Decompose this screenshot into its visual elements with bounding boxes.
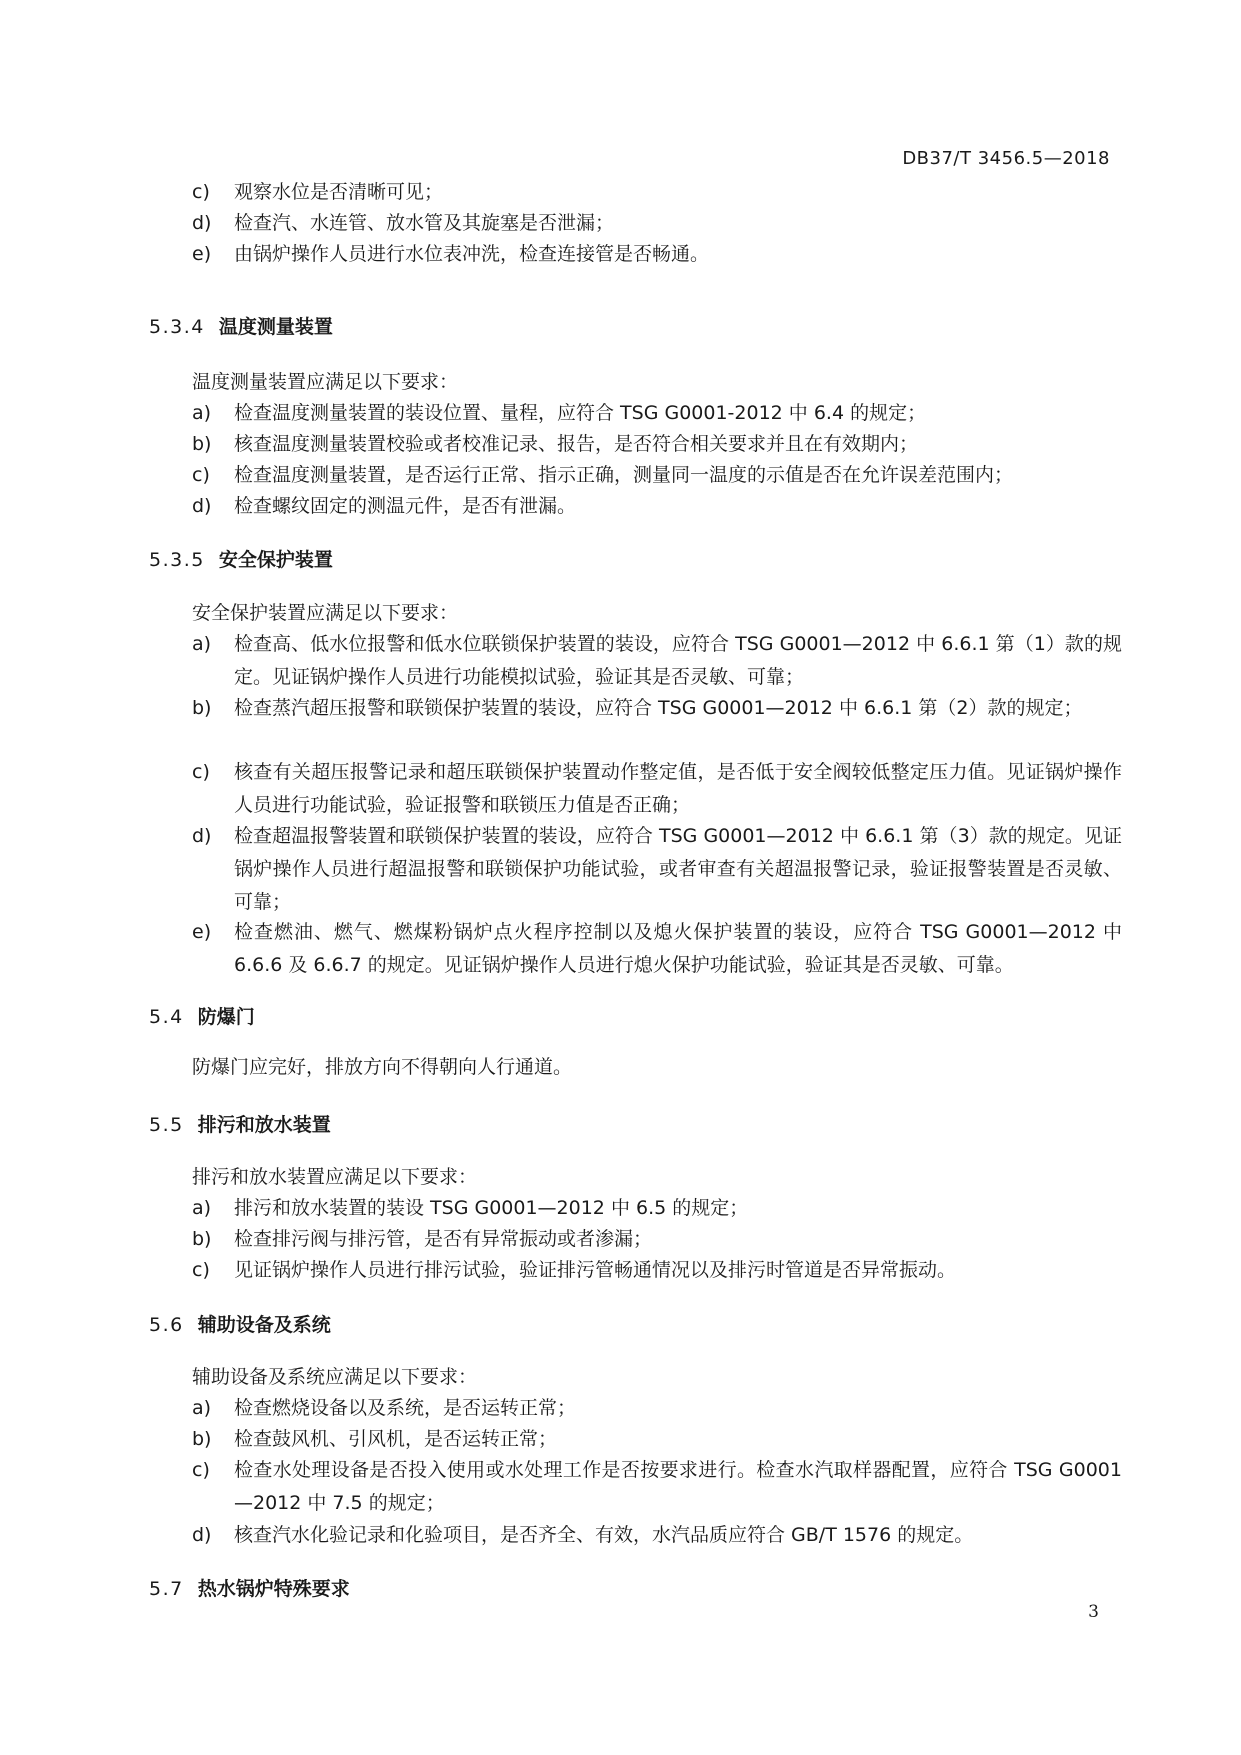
list-item: [192, 397, 1122, 430]
list-item-label: c): [192, 1259, 210, 1281]
section-intro: 温度测量装置应满足以下要求：: [192, 371, 459, 393]
list-item-text: 排污和放水装置的装设 TSG G0001—2012 中 6.5 的规定；: [234, 1197, 749, 1219]
list-item-text: 由锅炉操作人员进行水位表冲洗，检查连接管是否畅通。: [234, 243, 710, 265]
list-item-text: 检查高、低水位报警和低水位联锁保护装置的装设，应符合 TSG G0001—2012 中 6.6.1 第（1）款的规定。见证锅炉操作人员进行功能模拟试验，验证其是否灵敏、可靠；: [234, 633, 1122, 688]
section-title: 防爆门: [197, 1006, 255, 1028]
list-item-text: 见证锅炉操作人员进行排污试验，验证排污管畅通情况以及排污时管道是否异常振动。: [234, 1259, 957, 1281]
list-item-label: c): [192, 464, 210, 486]
section-intro: 防爆门应完好，排放方向不得朝向人行通道。: [192, 1056, 573, 1078]
section-number: 5.5: [149, 1114, 184, 1136]
section-number: 5.6: [149, 1314, 184, 1336]
list-item: [192, 1519, 1122, 1552]
list-item-text: 核查有关超压报警记录和超压联锁保护装置动作整定值，是否低于安全阀较低整定压力值。见证锅炉操作人员进行功能试验，验证报警和联锁压力值是否正确；: [234, 761, 1122, 816]
list-item: [192, 692, 1122, 725]
list-item-label: b): [192, 697, 212, 719]
list-item-text: 检查超温报警装置和联锁保护装置的装设，应符合 TSG G0001—2012 中 6.6.1 第（3）款的规定。见证锅炉操作人员进行超温报警和联锁保护功能试验，或者审查有关超温报警记录，验证报警装置是否灵敏、可靠；: [234, 825, 1122, 913]
section-title: 安全保护装置: [218, 549, 333, 571]
list-item-label: e): [192, 243, 212, 265]
list-item: [192, 628, 1122, 694]
list-item: [192, 1454, 1122, 1520]
list-item-text: 检查排污阀与排污管，是否有异常振动或者渗漏；: [234, 1228, 653, 1250]
section-heading-5-3-4: [149, 312, 333, 339]
list-item-text: 检查水处理设备是否投入使用或水处理工作是否按要求进行。检查水汽取样器配置，应符合 TSG G0001—2012 中 7.5 的规定；: [234, 1459, 1122, 1514]
list-item-label: d): [192, 1524, 212, 1546]
list-item-label: b): [192, 1428, 212, 1450]
page-number: 3: [1088, 1602, 1099, 1622]
section-title: 排污和放水装置: [197, 1114, 331, 1136]
section-heading-5-6: [149, 1310, 331, 1337]
list-item-label: c): [192, 1459, 210, 1481]
section-intro: 排污和放水装置应满足以下要求：: [192, 1166, 478, 1188]
list-item: [192, 1223, 1122, 1256]
list-item: [192, 756, 1122, 822]
list-item-text: 观察水位是否清晰可见；: [234, 181, 444, 203]
list-item: [192, 820, 1122, 919]
section-title: 辅助设备及系统: [197, 1314, 331, 1336]
list-item: [192, 207, 1122, 240]
list-item-text: 检查温度测量装置的装设位置、量程，应符合 TSG G0001-2012 中 6.4 的规定；: [234, 402, 927, 424]
list-item: [192, 1192, 1122, 1225]
section-heading-5-5: [149, 1110, 331, 1137]
list-item-text: 检查鼓风机、引风机，是否运转正常；: [234, 1428, 558, 1450]
list-item-text: 检查温度测量装置，是否运行正常、指示正确，测量同一温度的示值是否在允许误差范围内；: [234, 464, 1014, 486]
list-item-label: a): [192, 633, 212, 655]
list-item-text: 检查螺纹固定的测温元件，是否有泄漏。: [234, 495, 577, 517]
list-item-label: d): [192, 212, 212, 234]
list-item: [192, 1392, 1122, 1425]
list-item: [192, 1423, 1122, 1456]
list-item-text: 检查蒸汽超压报警和联锁保护装置的装设，应符合 TSG G0001—2012 中 6.6.1 第（2）款的规定；: [234, 697, 1083, 719]
section-intro: 辅助设备及系统应满足以下要求：: [192, 1366, 478, 1388]
list-item-label: a): [192, 1197, 212, 1219]
list-item-label: d): [192, 825, 212, 847]
section-number: 5.3.4: [149, 316, 205, 338]
list-item-text: 检查燃烧设备以及系统，是否运转正常；: [234, 1397, 577, 1419]
list-item-text: 核查汽水化验记录和化验项目，是否齐全、有效，水汽品质应符合 GB/T 1576 的规定。: [234, 1524, 974, 1546]
list-item: [192, 176, 1122, 209]
section-heading-5-3-5: [149, 545, 333, 572]
section-number: 5.7: [149, 1578, 184, 1600]
section-heading-5-4: [149, 1002, 255, 1029]
list-item: [192, 1254, 1122, 1287]
list-item-label: d): [192, 495, 212, 517]
section-title: 温度测量装置: [218, 316, 333, 338]
list-item-label: b): [192, 433, 212, 455]
list-item-text: 核查温度测量装置校验或者校准记录、报告，是否符合相关要求并且在有效期内；: [234, 433, 919, 455]
list-item: [192, 238, 1122, 271]
section-title: 热水锅炉特殊要求: [197, 1578, 350, 1600]
list-item-label: e): [192, 921, 212, 943]
list-item-text: 检查燃油、燃气、燃煤粉锅炉点火程序控制以及熄火保护装置的装设，应符合 TSG G0001—2012 中 6.6.6 及 6.6.7 的规定。见证锅炉操作人员进行熄火保护功能试验，验证其是否灵敏、可靠。: [234, 921, 1122, 976]
list-item: [192, 459, 1122, 492]
section-number: 5.4: [149, 1006, 184, 1028]
list-item-label: c): [192, 761, 210, 783]
list-item-label: a): [192, 1397, 212, 1419]
section-heading-5-7: [149, 1574, 350, 1601]
section-number: 5.3.5: [149, 549, 205, 571]
section-intro: 安全保护装置应满足以下要求：: [192, 602, 459, 624]
list-item-label: b): [192, 1228, 212, 1250]
list-item-label: a): [192, 402, 212, 424]
list-item: [192, 490, 1122, 523]
list-item-label: c): [192, 181, 210, 203]
document-id-header: DB37/T 3456.5—2018: [902, 148, 1110, 169]
list-item: [192, 428, 1122, 461]
list-item: [192, 916, 1122, 982]
list-item-text: 检查汽、水连管、放水管及其旋塞是否泄漏；: [234, 212, 615, 234]
